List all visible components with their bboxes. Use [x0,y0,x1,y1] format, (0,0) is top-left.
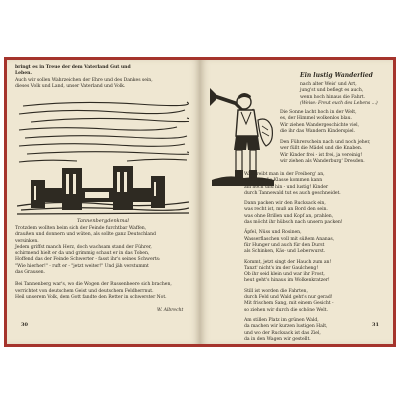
text-line: Am stillen Platz im grünen Wald, [244,317,319,323]
text-line: am hoch und hin - und lustig! Kinder [244,184,329,190]
text-line: (Weise: Freut euch des Lebens ...) [300,100,378,106]
text-line: Den Führerschein nach und noch jeher, [280,140,371,145]
text-line: es, der Himmel wolkenlos blau. [280,116,352,122]
text-line: wohl mit die Klasse kommen kann [244,178,323,184]
text-line: als Schinken, Käs- und Leberwurst. [244,249,326,255]
text-line: Heil unserem Volk, dem Gott fandte den Retter in schwerster Not. [15,294,167,300]
text-line: verrichtet von deutschem Geist und deutschem Feldherrnut. [15,288,154,294]
text-line: Trotzdem wollten beim sich der Feinde furchtbar Waffen, [15,226,147,231]
text-line: Was treibt man in der Freiberg' an, [244,172,325,177]
text-line: was ohne Brillen und Kopf an, prahlen, [244,213,334,219]
text-line: draußen und donnern und wüten, als sollte ganz Deutschland [15,232,156,238]
text-line: Dann packen wir den Rucksack ein, [244,201,326,207]
book-cover [4,57,396,347]
text-line: und wo der Rucksack ist das Ziel, [244,330,321,336]
illustration-caption: Tannenbergdenkmal [77,218,130,224]
text-line: durch Feld und Wald geht's nur gerad! [244,295,333,301]
text-line: Jedem griffst manch Herz, doch wachsam stand der Führer, [15,244,152,250]
text-line: für Hunger und auch für den Durst [244,242,325,248]
song-verse-2 [280,140,370,165]
author-credit: W. Albrecht [157,308,184,313]
text-line: das Grausen. [15,270,45,276]
text-line: Ob ihr seid klein und war ihr Frost, [244,272,325,278]
text-line: Tanzt' nicht's im der Gaulcheng! [244,265,319,271]
page-number: 30 [21,322,28,328]
text-line: wer füllt die Mädel und die Knaben. [280,146,363,152]
text-line: Auch wir sollen Wahrzeichen der Ehre und des Dankes sein, [15,77,153,83]
text-line: Bei Tannenberg war's, wo die Wogen der Russenheere sich brachen, [15,282,172,288]
song-verses [244,172,343,343]
text-line: versinken. [15,238,39,244]
text-line: "Wie hierher!" - ruft er - "jetzt weiter!" Und jäh verstummt [15,263,149,269]
text-line: durch Tannewald tut es auch geschneidet. [244,190,341,196]
text-line: schirmend hielt er da und grimmig schaut er in das Toben, [15,251,150,257]
song-intro [300,82,378,107]
text-line: Wasserflaschen voll mit süßem Ananas, [244,236,335,242]
text-line: wenn hoch hinaus die Fahrt. [300,94,365,100]
text-line: da machen wir kurzen lustigen Halt, [244,324,328,330]
text-line: Still ist worden die Fahrten, [244,288,308,294]
song-verse-1 [280,110,359,135]
text-line: Mit frischem Sang, mit einem Gesicht - [244,301,334,307]
text-line: was recht ist, muß an Bord den sein. [244,207,328,213]
song-title: Ein lustig Wanderlied [300,72,373,79]
text-line: Kommt, jetzt singt der Hauch zum an! [244,259,332,265]
text-line: die ihr das Wandern Kinderspiel. [280,128,355,134]
text-line: Leben. [15,71,32,77]
tannenberg-woodcut [17,96,189,216]
text-line: Die Sonne lacht hoch in der Welt, [280,110,357,115]
text-line: nach alter Weis' und Art, [300,82,357,87]
text-line: dieses Volk und Land, unser Vaterland und Volk. [15,83,126,89]
right-page [200,60,393,344]
text-line: so ziehen wir durch die schöne Welt. [244,307,328,313]
left-top-text [15,65,153,90]
text-line: da in den Wagen wir gestellt. [244,336,311,342]
text-line: Hoffend das der Feinde Schwerter - fasst ihr's seines Schwerts: [15,257,161,263]
text-line: heut geht's hinaus im Wolkenkratzer! [244,278,330,284]
text-line: bringt es in Treue der dem Vaterland Gut und [15,65,131,70]
page-number: 31 [372,322,379,328]
left-page [7,60,200,344]
text-line: Wir Kinder frei - ist frei, ja vereinig! [280,152,363,158]
text-line: Wir ziehen Wandergeschichte viel, [280,122,359,128]
left-body-text [15,226,172,301]
text-line: jung'st und befiegt es auch, [300,88,364,94]
text-line: wir ziehen als Wanderburg' Dresden. [280,158,365,164]
text-line: Äpfel, Nüss und Rosinen, [244,230,302,236]
text-line: das möcht ihr hübsch nach unsern packen! [244,220,343,226]
